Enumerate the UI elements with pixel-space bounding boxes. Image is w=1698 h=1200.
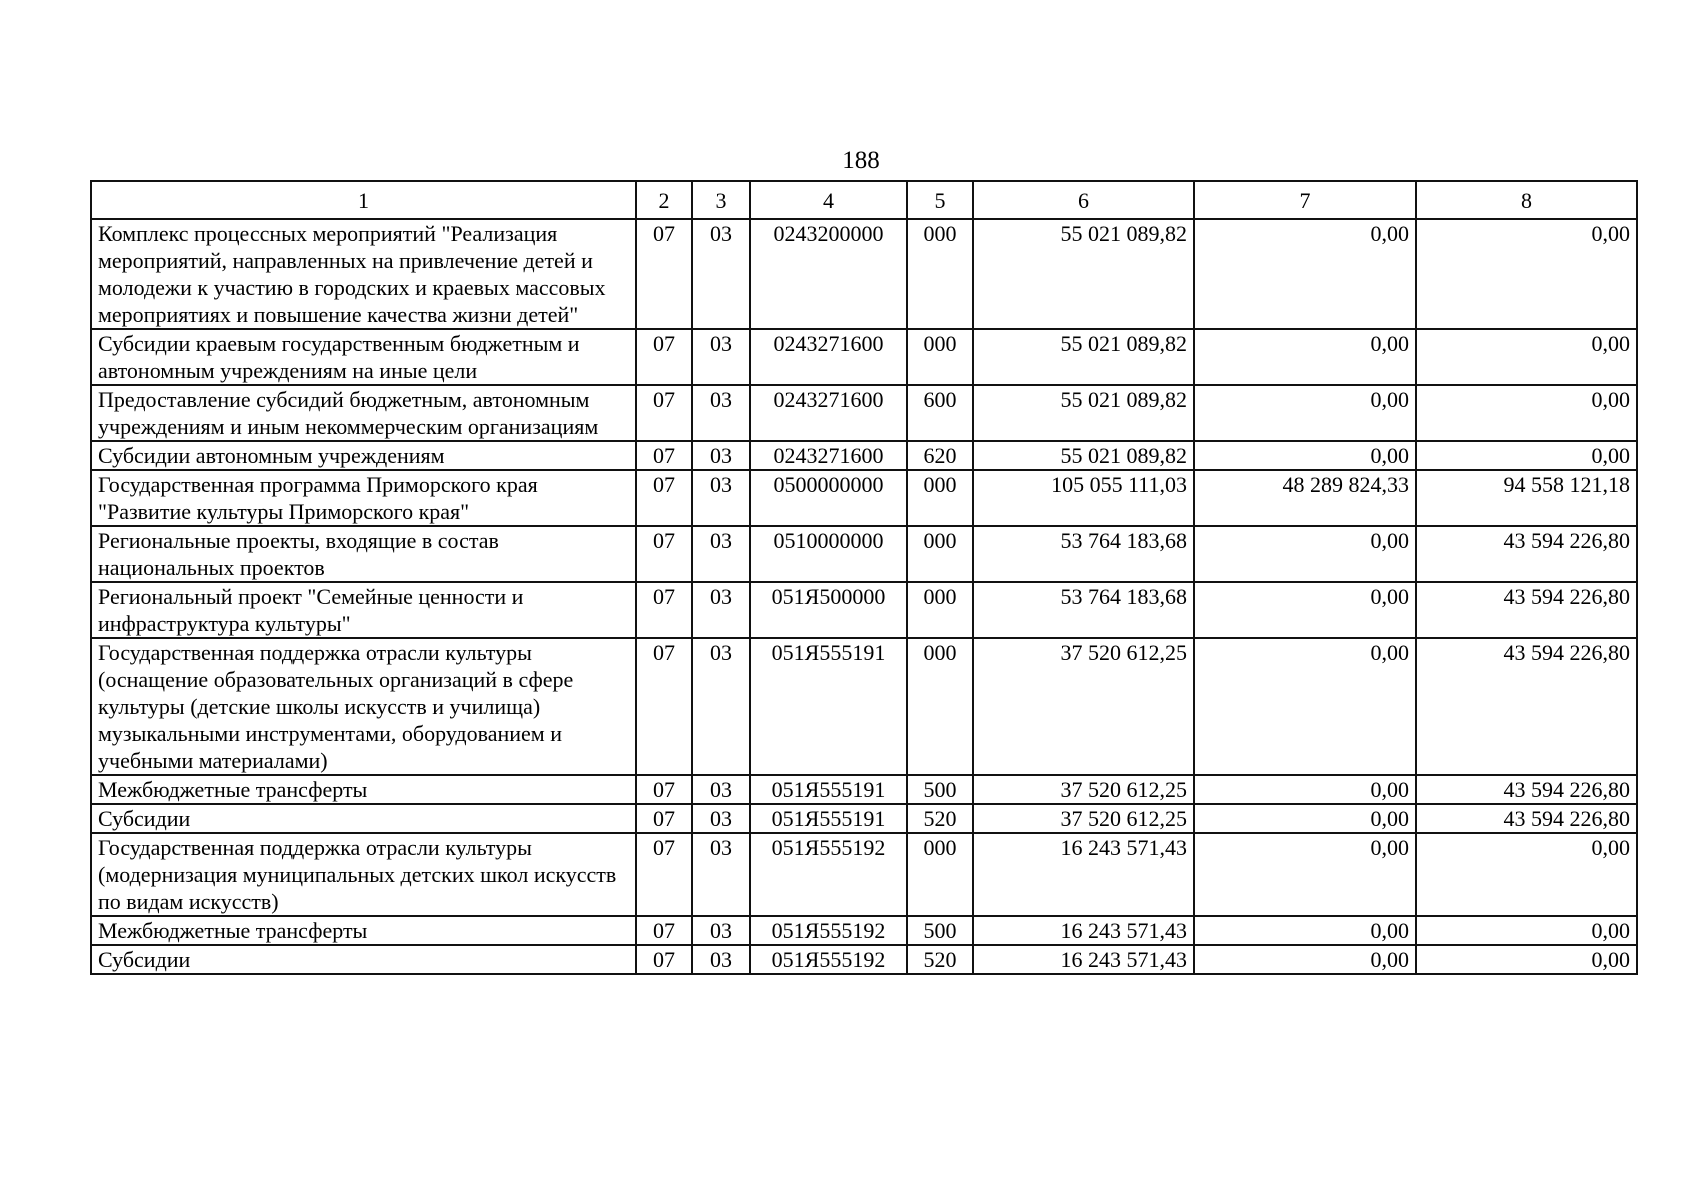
header-cell-4: 4: [750, 181, 907, 219]
row-name: Межбюджетные трансферты: [91, 775, 636, 804]
page-number: 188: [842, 147, 880, 174]
row-target-code: 0510000000: [750, 526, 907, 582]
row-section: 07: [636, 526, 692, 582]
row-amount-8: 43 594 226,80: [1416, 526, 1637, 582]
row-subsection: 03: [692, 219, 750, 329]
row-amount-8: 43 594 226,80: [1416, 775, 1637, 804]
row-expense-type: 500: [907, 916, 973, 945]
row-expense-type: 600: [907, 385, 973, 441]
table-row: [91, 526, 1637, 582]
row-expense-type: 500: [907, 775, 973, 804]
row-amount-7: 0,00: [1194, 219, 1416, 329]
table-row: [91, 385, 1637, 441]
row-name: Субсидии краевым государственным бюджетным и автономным учреждениям на иные цели: [91, 329, 636, 385]
row-amount-6: 55 021 089,82: [973, 219, 1194, 329]
row-section: 07: [636, 638, 692, 775]
row-name: Комплекс процессных мероприятий "Реализация мероприятий, направленных на привлечение детей и молодежи к участию в городских и краевых массовых мероприятиях и повышение качества жизни детей": [91, 219, 636, 329]
row-subsection: 03: [692, 916, 750, 945]
row-subsection: 03: [692, 329, 750, 385]
row-expense-type: 520: [907, 804, 973, 833]
row-section: 07: [636, 219, 692, 329]
row-amount-6: 53 764 183,68: [973, 526, 1194, 582]
row-amount-6: 37 520 612,25: [973, 804, 1194, 833]
row-name: Субсидии: [91, 945, 636, 974]
row-amount-7: 0,00: [1194, 775, 1416, 804]
header-row: [91, 181, 1637, 219]
row-name: Субсидии автономным учреждениям: [91, 441, 636, 470]
table-row: [91, 804, 1637, 833]
row-subsection: 03: [692, 441, 750, 470]
row-amount-8: 0,00: [1416, 329, 1637, 385]
row-amount-7: 0,00: [1194, 833, 1416, 916]
row-subsection: 03: [692, 526, 750, 582]
row-amount-7: 0,00: [1194, 526, 1416, 582]
row-expense-type: 000: [907, 329, 973, 385]
row-section: 07: [636, 470, 692, 526]
row-amount-6: 55 021 089,82: [973, 385, 1194, 441]
row-name: Субсидии: [91, 804, 636, 833]
row-section: 07: [636, 441, 692, 470]
row-amount-7: 0,00: [1194, 804, 1416, 833]
row-amount-6: 53 764 183,68: [973, 582, 1194, 638]
table-row: [91, 775, 1637, 804]
header-cell-7: 7: [1194, 181, 1416, 219]
row-amount-8: 0,00: [1416, 219, 1637, 329]
row-target-code: 0500000000: [750, 470, 907, 526]
table-row: [91, 329, 1637, 385]
row-name: Межбюджетные трансферты: [91, 916, 636, 945]
row-amount-6: 16 243 571,43: [973, 945, 1194, 974]
row-section: 07: [636, 833, 692, 916]
row-target-code: 0243271600: [750, 329, 907, 385]
row-amount-7: 0,00: [1194, 441, 1416, 470]
row-target-code: 051Я555191: [750, 638, 907, 775]
header-cell-2: 2: [636, 181, 692, 219]
row-expense-type: 000: [907, 833, 973, 916]
budget-table: [90, 180, 1638, 975]
table-row: [91, 441, 1637, 470]
row-section: 07: [636, 775, 692, 804]
row-name: Предоставление субсидий бюджетным, автономным учреждениям и иным некоммерческим организациям: [91, 385, 636, 441]
row-subsection: 03: [692, 582, 750, 638]
row-target-code: 051Я555191: [750, 775, 907, 804]
row-expense-type: 000: [907, 638, 973, 775]
table-row: [91, 638, 1637, 775]
row-amount-7: 0,00: [1194, 916, 1416, 945]
row-target-code: 0243200000: [750, 219, 907, 329]
header-cell-3: 3: [692, 181, 750, 219]
row-section: 07: [636, 385, 692, 441]
header-cell-8: 8: [1416, 181, 1637, 219]
table-row: [91, 470, 1637, 526]
row-subsection: 03: [692, 804, 750, 833]
row-amount-6: 37 520 612,25: [973, 775, 1194, 804]
row-amount-7: 0,00: [1194, 329, 1416, 385]
row-target-code: 051Я500000: [750, 582, 907, 638]
row-expense-type: 520: [907, 945, 973, 974]
row-amount-8: 0,00: [1416, 833, 1637, 916]
table-row: [91, 219, 1637, 329]
row-subsection: 03: [692, 945, 750, 974]
table-row: [91, 945, 1637, 974]
row-section: 07: [636, 804, 692, 833]
row-subsection: 03: [692, 775, 750, 804]
row-amount-6: 16 243 571,43: [973, 833, 1194, 916]
row-name: Государственная поддержка отрасли культуры (модернизация муниципальных детских школ искусств по видам искусств): [91, 833, 636, 916]
row-amount-8: 94 558 121,18: [1416, 470, 1637, 526]
row-section: 07: [636, 916, 692, 945]
row-target-code: 051Я555192: [750, 916, 907, 945]
row-target-code: 0243271600: [750, 385, 907, 441]
header-cell-6: 6: [973, 181, 1194, 219]
table-row: [91, 833, 1637, 916]
row-subsection: 03: [692, 638, 750, 775]
row-amount-8: 0,00: [1416, 441, 1637, 470]
header-cell-1: 1: [91, 181, 636, 219]
row-amount-7: 48 289 824,33: [1194, 470, 1416, 526]
row-amount-7: 0,00: [1194, 945, 1416, 974]
row-subsection: 03: [692, 385, 750, 441]
row-expense-type: 620: [907, 441, 973, 470]
row-target-code: 051Я555192: [750, 833, 907, 916]
row-amount-6: 37 520 612,25: [973, 638, 1194, 775]
row-subsection: 03: [692, 470, 750, 526]
row-target-code: 0243271600: [750, 441, 907, 470]
table-row: [91, 916, 1637, 945]
row-amount-7: 0,00: [1194, 638, 1416, 775]
row-section: 07: [636, 945, 692, 974]
row-target-code: 051Я555192: [750, 945, 907, 974]
table-row: [91, 582, 1637, 638]
row-expense-type: 000: [907, 526, 973, 582]
row-amount-8: 43 594 226,80: [1416, 582, 1637, 638]
row-expense-type: 000: [907, 582, 973, 638]
row-name: Региональный проект "Семейные ценности и инфраструктура культуры": [91, 582, 636, 638]
row-amount-6: 105 055 111,03: [973, 470, 1194, 526]
row-amount-6: 16 243 571,43: [973, 916, 1194, 945]
row-amount-8: 43 594 226,80: [1416, 638, 1637, 775]
header-cell-5: 5: [907, 181, 973, 219]
row-name: Государственная поддержка отрасли культуры (оснащение образовательных организаций в сфере культуры (детские школы искусств и училища) музыкальными инструментами, оборудованием и учебными материалами): [91, 638, 636, 775]
row-subsection: 03: [692, 833, 750, 916]
row-amount-6: 55 021 089,82: [973, 329, 1194, 385]
row-amount-6: 55 021 089,82: [973, 441, 1194, 470]
row-amount-8: 0,00: [1416, 916, 1637, 945]
row-section: 07: [636, 582, 692, 638]
row-amount-8: 0,00: [1416, 385, 1637, 441]
row-amount-7: 0,00: [1194, 582, 1416, 638]
row-section: 07: [636, 329, 692, 385]
row-name: Региональные проекты, входящие в состав национальных проектов: [91, 526, 636, 582]
row-amount-8: 0,00: [1416, 945, 1637, 974]
row-amount-7: 0,00: [1194, 385, 1416, 441]
row-expense-type: 000: [907, 219, 973, 329]
row-name: Государственная программа Приморского края "Развитие культуры Приморского края": [91, 470, 636, 526]
row-expense-type: 000: [907, 470, 973, 526]
row-amount-8: 43 594 226,80: [1416, 804, 1637, 833]
row-target-code: 051Я555191: [750, 804, 907, 833]
